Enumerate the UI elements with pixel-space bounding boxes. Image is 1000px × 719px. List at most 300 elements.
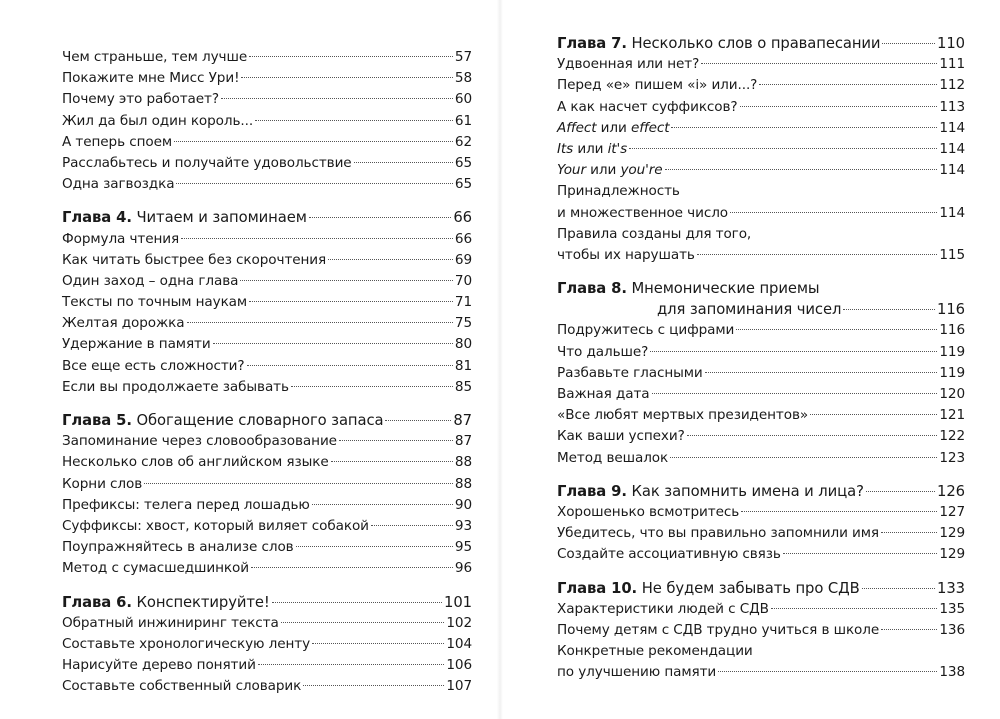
entry-title-part: Как читать быстрее без скорочтения [62, 251, 327, 268]
entry-title [557, 54, 699, 75]
toc-entry[interactable] [62, 452, 472, 473]
entry-row [557, 599, 965, 620]
entry-title-part: для запоминания чисел [657, 301, 842, 319]
entry-row [62, 655, 472, 676]
toc-entry[interactable] [62, 292, 472, 313]
entry-title [557, 75, 757, 96]
entry-title [557, 523, 879, 544]
page-number: 70 [454, 272, 472, 289]
entry-title-part: или [573, 140, 608, 157]
page-number: 119 [939, 343, 965, 360]
toc-entry[interactable] [62, 111, 472, 132]
entry-row [62, 410, 472, 431]
entry-row [557, 662, 965, 683]
toc-entry[interactable] [557, 599, 965, 620]
page-number: 126 [937, 482, 965, 500]
toc-chapter-entry[interactable] [62, 410, 472, 431]
entry-title-part: Как ваши успехи? [557, 428, 685, 445]
toc-entry[interactable] [557, 139, 965, 160]
entry-title [557, 481, 864, 502]
entry-title-part: Читаем и запоминаем [136, 209, 307, 227]
entry-title-part: Разбавьте гласными [557, 364, 703, 381]
entry-row [557, 75, 965, 96]
entry-title [557, 118, 669, 139]
entry-title-part: Удвоенная или нет? [557, 56, 700, 73]
page-number: 114 [939, 204, 965, 221]
toc-entry[interactable] [557, 118, 965, 139]
dot-leader [247, 365, 453, 366]
dot-leader [705, 372, 938, 373]
toc-chapter-entry[interactable] [557, 278, 965, 320]
dot-leader [736, 329, 937, 330]
entry-row [62, 613, 472, 634]
entry-title [62, 613, 279, 634]
entry-title-part: Принадлежность [557, 183, 680, 200]
toc-entry[interactable] [557, 384, 965, 405]
entry-title-part: Метод вешалок [557, 449, 669, 466]
entry-row [557, 203, 965, 224]
entry-title-part: Обогащение словарного запаса [136, 412, 384, 429]
dot-leader [249, 301, 453, 302]
chapter-label: Глава 6. [62, 593, 132, 611]
page-number: 127 [939, 503, 965, 520]
entry-title [62, 229, 179, 250]
page-number: 66 [454, 230, 472, 247]
entry-title [62, 516, 369, 537]
entry-title-part: Расслабьтесь и получайте удовольствие [62, 154, 352, 171]
entry-title [557, 620, 879, 641]
toc-left-page [62, 47, 472, 697]
page-number: 104 [446, 635, 472, 652]
toc-entry[interactable] [62, 153, 472, 174]
toc-entry[interactable] [62, 431, 472, 452]
page-number: 81 [454, 357, 472, 374]
entry-title-part: Как запомнить имена и лица? [631, 482, 864, 500]
entry-row [557, 502, 965, 523]
dot-leader [882, 43, 935, 44]
toc-entry[interactable] [557, 320, 965, 341]
toc-entry[interactable] [62, 250, 472, 271]
page-number: 95 [454, 539, 472, 556]
page-number: 85 [454, 378, 472, 395]
page-number: 69 [454, 251, 472, 268]
entry-title-part: Конспектируйте! [136, 593, 270, 611]
toc-entry[interactable] [557, 160, 965, 181]
toc-entry[interactable] [62, 558, 472, 579]
toc-entry[interactable] [557, 97, 965, 118]
dot-leader [240, 280, 453, 281]
entry-row [557, 384, 965, 405]
entry-title [62, 207, 307, 228]
toc-entry[interactable] [62, 655, 472, 676]
entry-title-part: Покажите мне Мисс Ури! [62, 70, 240, 87]
page-number: 87 [454, 433, 472, 450]
entry-title [557, 245, 695, 266]
dot-leader [174, 141, 453, 142]
entry-title [62, 634, 310, 655]
entry-title-part: Подружитесь с цифрами [557, 322, 735, 339]
entry-first-line [557, 641, 965, 662]
dot-leader [740, 106, 938, 107]
entry-title [557, 33, 880, 54]
entry-title-part: Its [557, 140, 574, 157]
page-number: 123 [939, 449, 965, 466]
toc-entry[interactable] [557, 620, 965, 641]
entry-title [657, 299, 841, 320]
dot-leader [862, 588, 935, 589]
entry-title [62, 592, 270, 613]
entry-title-part: чтобы их нарушать [557, 246, 695, 263]
entry-title-part: Почему это работает? [62, 91, 219, 108]
dot-leader [331, 461, 453, 462]
entry-title-part: Одна загвоздка [62, 176, 175, 193]
dot-leader [810, 414, 937, 415]
entry-title-part: Что дальше? [557, 343, 649, 360]
entry-title-part: Тексты по точным наукам [62, 294, 248, 311]
dot-leader [291, 386, 453, 387]
entry-title-part: Все еще есть сложности? [62, 357, 245, 374]
page-number: 129 [939, 525, 965, 542]
toc-entry[interactable] [62, 313, 472, 334]
page-number: 133 [937, 579, 965, 597]
chapter-label: Глава 8. [557, 280, 627, 298]
toc-entry[interactable] [62, 89, 472, 110]
entry-row [62, 634, 472, 655]
entry-title-part: А теперь споем [62, 133, 173, 150]
dot-leader [312, 504, 453, 505]
dot-leader [241, 77, 452, 78]
page-number: 129 [939, 546, 965, 563]
dot-leader [866, 491, 935, 492]
dot-leader [339, 440, 453, 441]
dot-leader [881, 629, 937, 630]
dot-leader [385, 420, 451, 421]
dot-leader [371, 525, 453, 526]
toc-entry[interactable] [62, 537, 472, 558]
entry-row [557, 448, 965, 469]
page-number: 65 [454, 154, 472, 171]
dot-leader [650, 351, 937, 352]
page-number: 60 [454, 91, 472, 108]
toc-entry[interactable] [557, 448, 965, 469]
entry-title-part: Создайте ассоциативную связь [557, 546, 781, 563]
page-number: 135 [939, 600, 965, 617]
toc-chapter-entry[interactable] [557, 578, 965, 599]
entry-title [62, 271, 238, 292]
chapter-label: Глава 9. [557, 482, 627, 500]
page-number: 93 [454, 517, 472, 534]
entry-title-part: А как насчет суффиксов? [557, 98, 738, 115]
entry-title-part: Жил да был один король... [62, 112, 254, 129]
entry-row [62, 377, 472, 398]
toc-entry[interactable] [62, 377, 472, 398]
page-number: 136 [939, 621, 965, 638]
page-number: 106 [446, 657, 472, 674]
entry-row [557, 54, 965, 75]
page-number: 110 [937, 35, 965, 52]
dot-leader [697, 254, 938, 255]
entry-title [62, 676, 301, 697]
dot-leader [312, 643, 444, 644]
page-number: 122 [939, 428, 965, 445]
page-number: 119 [939, 364, 965, 381]
dot-leader [671, 127, 937, 128]
entry-title [62, 68, 239, 89]
page-number: 88 [454, 475, 472, 492]
entry-title [62, 537, 294, 558]
entry-title [557, 203, 728, 224]
entry-title [557, 342, 648, 363]
toc-entry[interactable] [62, 474, 472, 495]
toc-entry[interactable] [62, 634, 472, 655]
dot-leader [759, 84, 937, 85]
entry-title [62, 250, 326, 271]
dot-leader [687, 435, 938, 436]
entry-row [62, 89, 472, 110]
entry-title-part: Почему детям с СДВ трудно учиться в школе [557, 621, 880, 638]
dot-leader [354, 162, 453, 163]
toc-chapter-entry[interactable] [557, 33, 965, 54]
entry-title [62, 132, 172, 153]
dot-leader [251, 567, 453, 568]
entry-title-part: Несколько слов о правапесании [631, 35, 881, 52]
entry-title [557, 363, 703, 384]
page-number: 102 [446, 614, 472, 631]
page-number: 138 [939, 664, 965, 681]
entry-title-part: по улучшению памяти [557, 664, 717, 681]
toc-entry[interactable] [62, 613, 472, 634]
toc-entry[interactable] [557, 342, 965, 363]
page-number: 58 [454, 70, 472, 87]
toc-entry[interactable] [62, 516, 472, 537]
dot-leader [272, 602, 442, 603]
entry-row [62, 271, 472, 292]
toc-entry[interactable] [557, 75, 965, 96]
entry-title-part: Префиксы: телега перед лошадью [62, 496, 310, 513]
dot-leader [670, 457, 937, 458]
toc-entry[interactable] [62, 174, 472, 195]
entry-title [62, 410, 383, 431]
toc-right-page [557, 33, 965, 683]
entry-row [62, 153, 472, 174]
entry-title [62, 431, 337, 452]
entry-title-part: Характеристики людей с СДВ [557, 600, 769, 617]
dot-leader [309, 217, 452, 218]
entry-title-part: Хорошенько всмотритесь [557, 503, 740, 520]
entry-row [62, 516, 472, 537]
entry-title [557, 320, 734, 341]
entry-row [557, 160, 965, 181]
toc-entry[interactable] [62, 356, 472, 377]
entry-title-part: Мнемонические приемы [631, 280, 820, 298]
page-number: 90 [454, 496, 472, 513]
entry-title-part: Суффиксы: хвост, который виляет собакой [62, 517, 369, 534]
entry-title [557, 599, 769, 620]
toc-chapter-entry[interactable] [557, 481, 965, 502]
entry-title [557, 97, 738, 118]
entry-row [557, 620, 965, 641]
entry-title [557, 662, 716, 683]
entry-row [62, 229, 472, 250]
entry-title-part: или [596, 119, 631, 136]
chapter-label: Глава 5. [62, 412, 132, 429]
entry-title [557, 448, 668, 469]
entry-row [62, 207, 472, 228]
entry-row [557, 33, 965, 54]
entry-row [557, 405, 965, 426]
toc-chapter-entry[interactable] [62, 592, 472, 613]
entry-title [62, 111, 253, 132]
entry-title-part: Формула чтения [62, 230, 180, 247]
entry-title-part: Your [557, 162, 586, 179]
entry-title-part: effect [630, 119, 670, 136]
entry-title-part: Корни слов [62, 475, 143, 492]
dot-leader [213, 343, 453, 344]
entry-title-part: Не будем забывать про СДВ [641, 579, 860, 597]
entry-title-part: Несколько слов об английском языке [62, 454, 329, 471]
page-number: 114 [939, 162, 965, 179]
dot-leader [629, 148, 937, 149]
entry-title-part: Правила созданы для того, [557, 225, 752, 242]
toc-entry[interactable] [557, 181, 965, 223]
toc-entry[interactable] [557, 405, 965, 426]
entry-first-line [557, 224, 965, 245]
entry-title-part: Составьте хронологическую ленту [62, 635, 311, 652]
entry-title-part: Нарисуйте дерево понятий [62, 657, 256, 674]
toc-entry[interactable] [62, 47, 472, 68]
toc-entry[interactable] [557, 544, 965, 565]
entry-title-part: Чем страньше, тем лучше [62, 49, 248, 65]
entry-title-part: Конкретные рекомендации [557, 643, 753, 660]
entry-title [62, 153, 352, 174]
entry-row [62, 356, 472, 377]
entry-row [557, 299, 965, 320]
dot-leader [221, 98, 453, 99]
dot-leader [258, 664, 445, 665]
entry-title-part: Affect [557, 119, 597, 136]
entry-row [62, 47, 472, 68]
dot-leader [176, 183, 452, 184]
dot-leader [730, 212, 937, 213]
page-number: 57 [454, 49, 472, 65]
entry-title [557, 160, 663, 181]
toc-entry[interactable] [62, 229, 472, 250]
toc-entry[interactable] [62, 495, 472, 516]
entry-title [62, 334, 211, 355]
entry-title [62, 89, 219, 110]
entry-title [62, 313, 185, 334]
entry-row [62, 592, 472, 613]
entry-title [557, 139, 627, 160]
dot-leader [303, 685, 444, 686]
page-number: 71 [454, 294, 472, 311]
toc-entry[interactable] [557, 54, 965, 75]
book-gutter [497, 0, 503, 719]
entry-title-part: Удержание в памяти [62, 336, 211, 353]
entry-title [557, 426, 685, 447]
entry-row [557, 245, 965, 266]
entry-title [557, 502, 739, 523]
toc-entry[interactable] [62, 271, 472, 292]
entry-title [62, 558, 249, 579]
dot-leader [328, 259, 453, 260]
entry-title-part: «Все любят мертвых президентов» [557, 407, 809, 424]
entry-row [62, 431, 472, 452]
entry-title-part: Метод с сумасшедшинкой [62, 560, 249, 577]
entry-title [62, 377, 289, 398]
entry-title [557, 384, 650, 405]
toc-entry[interactable] [62, 676, 472, 697]
entry-title-part: Обратный инжиниринг текста [62, 614, 279, 631]
dot-leader [843, 309, 935, 310]
entry-title-part: Убедитесь, что вы правильно запомнили имя [557, 525, 879, 542]
entry-title-part: Желтая дорожка [62, 315, 185, 332]
page-number: 116 [939, 322, 965, 339]
entry-row [62, 474, 472, 495]
entry-row [557, 118, 965, 139]
entry-first-line [557, 181, 965, 202]
toc-chapter-entry[interactable] [62, 207, 472, 228]
page-number: 115 [939, 246, 965, 263]
dot-leader [181, 238, 453, 239]
entry-row [62, 132, 472, 153]
dot-leader [652, 393, 938, 394]
page-number: 80 [454, 336, 472, 353]
entry-title [62, 47, 247, 68]
dot-leader [144, 483, 453, 484]
entry-title-part: it's [607, 140, 628, 157]
entry-row [557, 544, 965, 565]
toc-entry[interactable] [62, 132, 472, 153]
toc-entry[interactable] [557, 224, 965, 266]
toc-entry[interactable] [557, 426, 965, 447]
entry-row [62, 452, 472, 473]
entry-title [62, 292, 247, 313]
entry-title [557, 544, 781, 565]
entry-row [557, 342, 965, 363]
toc-entry[interactable] [557, 523, 965, 544]
dot-leader [255, 120, 453, 121]
entry-row [62, 111, 472, 132]
page-number: 96 [454, 560, 472, 577]
dot-leader [187, 322, 453, 323]
toc-entry[interactable] [557, 363, 965, 384]
entry-title [557, 578, 860, 599]
entry-title-part: Поупражняйтесь в анализе слов [62, 539, 294, 556]
entry-row [62, 537, 472, 558]
entry-first-line [557, 278, 965, 299]
entry-row [62, 174, 472, 195]
page-number: 75 [454, 315, 472, 332]
entry-row [62, 676, 472, 697]
toc-entry[interactable] [62, 334, 472, 355]
entry-row [62, 313, 472, 334]
toc-entry[interactable] [557, 641, 965, 683]
page-number: 112 [939, 77, 965, 94]
entry-row [62, 558, 472, 579]
page-number: 107 [446, 678, 472, 695]
entry-row [62, 334, 472, 355]
entry-row [557, 578, 965, 599]
entry-title [557, 405, 808, 426]
toc-entry[interactable] [557, 502, 965, 523]
toc-entry[interactable] [62, 68, 472, 89]
entry-title-part: Если вы продолжаете забывать [62, 378, 289, 395]
dot-leader [771, 608, 938, 609]
entry-title [62, 495, 310, 516]
entry-row [62, 68, 472, 89]
page-number: 114 [939, 140, 965, 157]
